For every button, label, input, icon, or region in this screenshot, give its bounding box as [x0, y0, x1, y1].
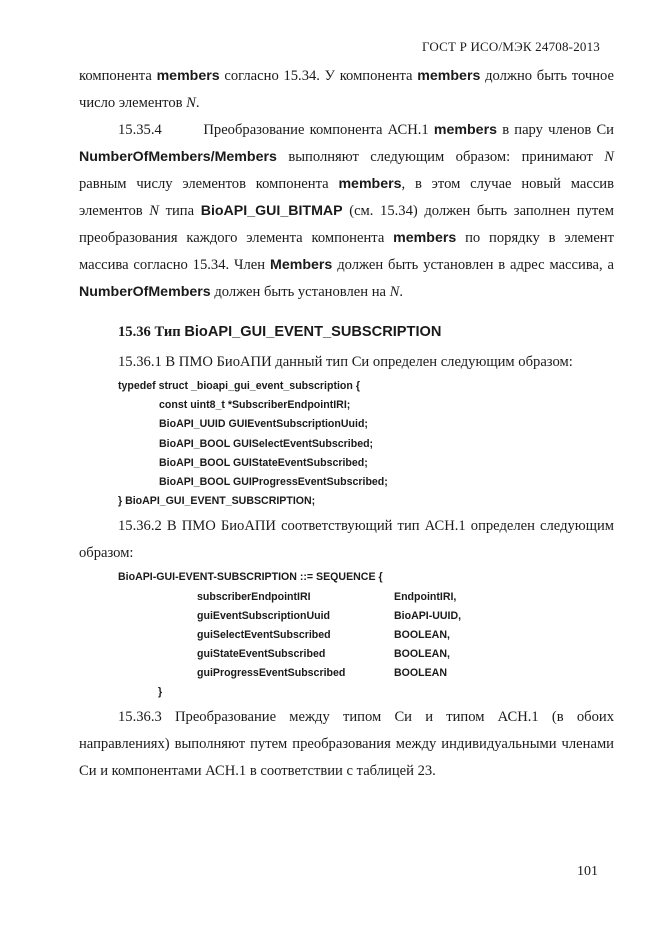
variable-n: N [604, 149, 614, 165]
text-run: равным числу элементов компонента [79, 176, 329, 192]
code-line-member: BioAPI_BOOL GUIProgressEventSubscribed; [159, 476, 388, 489]
text-run: компонента [79, 68, 152, 84]
code-line-member: const uint8_t *SubscriberEndpointIRI; [159, 399, 351, 412]
keyword-members: members [417, 68, 481, 84]
standard-header: ГОСТ Р ИСО/МЭК 24708-2013 [421, 39, 600, 54]
asn-field-row [79, 645, 614, 664]
keyword-members: members [433, 122, 497, 138]
asn-code-block [79, 568, 614, 702]
code-line-member: BioAPI_BOOL GUIStateEventSubscribed; [159, 456, 368, 469]
asn-line-open: BioAPI-GUI-EVENT-SUBSCRIPTION ::= SEQUENCE { [118, 571, 383, 584]
text-run: должен быть установлен в адрес массива, а [337, 257, 614, 273]
asn-field-type: EndpointIRI, [394, 590, 457, 603]
section-title-type: BioAPI_GUI_EVENT_SUBSCRIPTION [184, 324, 442, 340]
clause-number: 15.35.4 [118, 122, 162, 138]
section-heading-15-36 [79, 319, 614, 346]
asn-field-type: BOOLEAN [394, 666, 447, 679]
asn-field-name: subscriberEndpointIRI [197, 590, 311, 603]
page-body [79, 63, 614, 785]
asn-field-name: guiEventSubscriptionUuid [197, 609, 331, 622]
text-run: по порядку в элемент массива согласно 15.34. Член [79, 230, 614, 273]
variable-n: N [389, 284, 400, 300]
keyword-members: members [393, 230, 457, 246]
code-line-member: BioAPI_UUID GUIEventSubscriptionUuid; [159, 418, 368, 431]
page-number: 101 [577, 864, 598, 879]
keyword-members-member: Members [270, 257, 333, 273]
text-run: Преобразование компонента АСН.1 [203, 122, 429, 138]
code-line-close: } BioAPI_GUI_EVENT_SUBSCRIPTION; [118, 495, 316, 508]
c-code-block [79, 377, 614, 511]
text-run: выполняют следующим образом: принимают [288, 149, 593, 165]
code-line-member: BioAPI_BOOL GUISelectEventSubscribed; [159, 437, 374, 450]
keyword-numberofmembers-members: NumberOfMembers/Members [79, 149, 277, 165]
paragraph-15-35-4 [79, 117, 614, 306]
text-run: (см. 15.34) должен быть заполнен путем преобразования каждого элемента компонента [79, 203, 614, 246]
asn-field-row [79, 588, 614, 607]
text-run: согласно 15.34. У компонента [224, 68, 413, 84]
asn-field-row [79, 607, 614, 626]
variable-n: N [186, 95, 196, 111]
code-line-open: typedef struct _bioapi_gui_event_subscription { [118, 380, 360, 392]
asn-field-name: guiSelectEventSubscribed [197, 628, 331, 641]
paragraph-members-count [79, 63, 614, 117]
keyword-members: members [156, 68, 220, 84]
text-run: должен быть установлен на [214, 284, 386, 300]
asn-field-type: BOOLEAN, [394, 647, 450, 660]
variable-n: N [149, 203, 159, 219]
text-run: , в этом случае новый массив элементов [79, 176, 615, 219]
keyword-members: members [338, 176, 402, 192]
text-run: должно быть точное число элементов [79, 68, 614, 111]
paragraph-15-36-2: 15.36.2 В ПМО БиоАПИ соответствующий тип АСН.1 определен следующим образом: [79, 518, 614, 562]
text-run: в пару членов Си [502, 122, 614, 138]
text-run: типа [165, 203, 195, 219]
asn-field-name: guiStateEventSubscribed [197, 647, 326, 660]
keyword-bioapi-gui-bitmap: BioAPI_GUI_BITMAP [200, 203, 343, 219]
asn-field-type: BioAPI-UUID, [394, 609, 462, 622]
paragraph-15-36-3: 15.36.3 Преобразование между типом Си и типом АСН.1 (в обоих направлениях) выполняют путем преобразования между индивидуальными членами Си и компонентами АСН.1 в соответствии с таблицей 23. [79, 709, 614, 780]
asn-field-name: guiProgressEventSubscribed [197, 666, 346, 679]
text-run: . [399, 284, 404, 300]
text-run: . [195, 95, 200, 111]
section-title-prefix: 15.36 Тип [118, 324, 181, 340]
paragraph-15-36-1: 15.36.1 В ПМО БиоАПИ данный тип Си определен следующим образом: [118, 354, 573, 370]
asn-field-row [79, 664, 614, 683]
asn-field-row [79, 626, 614, 645]
asn-line-close: } [158, 685, 163, 698]
keyword-numberofmembers: NumberOfMembers [79, 284, 211, 300]
asn-field-type: BOOLEAN, [394, 628, 450, 641]
